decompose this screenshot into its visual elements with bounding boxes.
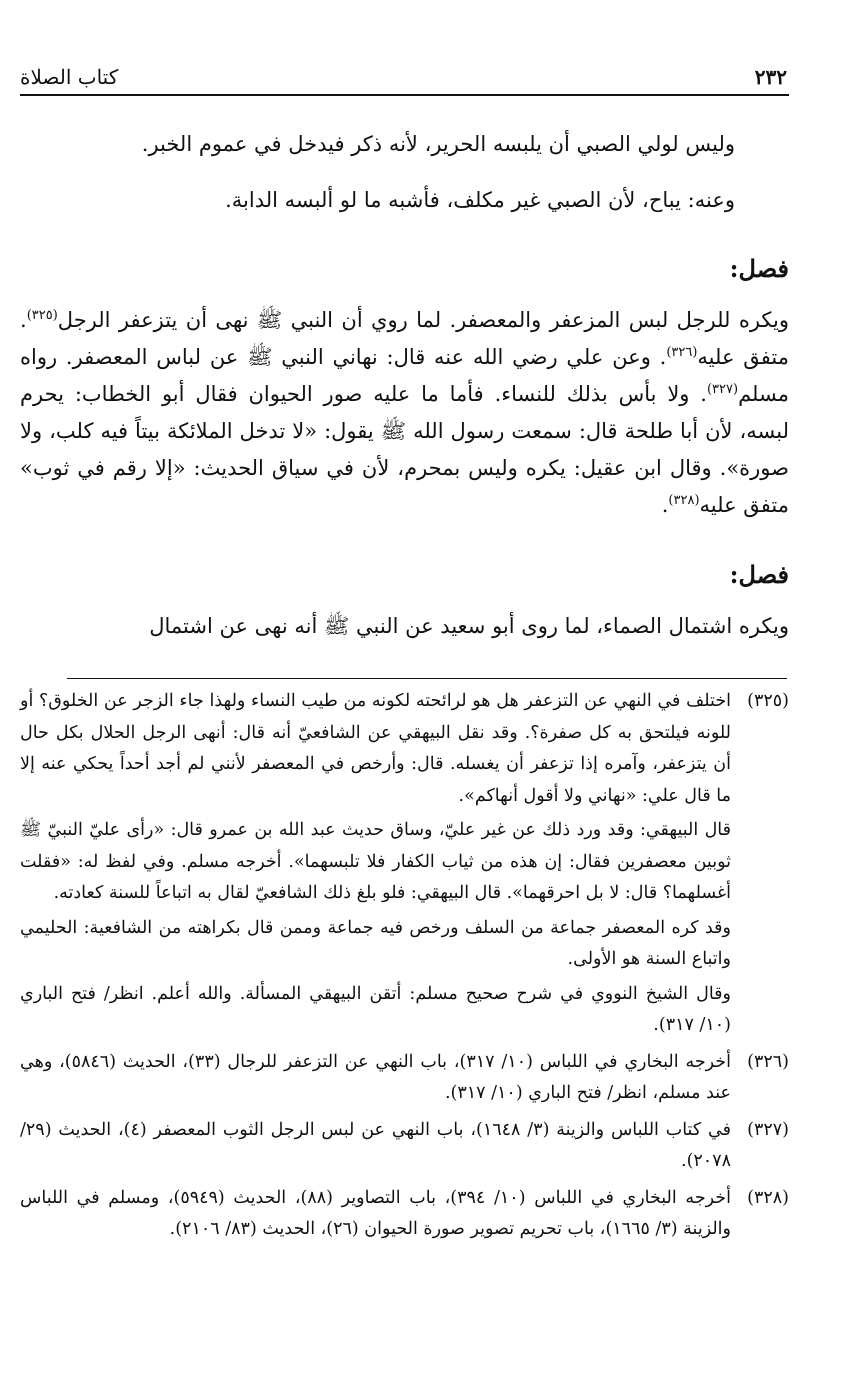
footnote-326 — [20, 1047, 789, 1113]
footnote-number: (٣٢٨) — [747, 1187, 789, 1208]
footnote-rule — [67, 678, 787, 679]
paragraph-4: ويكره اشتمال الصماء، لما روى أبو سعيد عن النبي ﷺ أنه نهى عن اشتمال — [149, 614, 789, 638]
paragraph-3-text-4: . ولا بأس بذلك للنساء. فأما ما عليه صور الحيوان فقال أبو الخطاب: يحرم لبسه، لأن أبا طلحة قال: سمعت رسول الله ﷺ يقول: «لا تدخل الملائكة بيتاً فيه كلب، ولا صورة». وقال ابن عقيل: يكره وليس بمحرم، لأن في سياق الحديث: «إلا رقم في ثوب» متفق عليه — [20, 382, 789, 517]
footnote-ref-328[interactable]: (٣٢٨) — [668, 493, 700, 508]
footnote-ref-326[interactable]: (٣٢٦) — [666, 345, 698, 360]
footnote-ref-327[interactable]: (٣٢٧) — [706, 382, 739, 397]
footnote-paragraph: قال البيهقي: وقد ورد ذلك عن غير عليّ، وساق حديث عبد الله بن عمرو قال: «رأى عليّ النبيّ ﷺ ثوبين معصفرين فقال: إن هذه من ثياب الكفار فلا تلبسهما». أخرجه مسلم. وفي لفظ له: «فقلت أغسلهما؟ قال: لا بل احرقهما». قال البيهقي: فلو بلغ ذلك الشافعيّ لقال به اتباعاً للسنة كعادته. — [20, 820, 731, 903]
paragraph-3-text-5: . — [661, 493, 669, 517]
footnote-body — [20, 1047, 731, 1113]
header-rule — [20, 94, 789, 96]
paragraph-1: وليس لولي الصبي أن يلبسه الحرير، لأنه ذكر فيدخل في عموم الخبر. — [141, 132, 735, 156]
footnote-body — [20, 1115, 731, 1181]
footnote-paragraph: اختلف في النهي عن التزعفر هل هو لرائحته لكونه من طيب النساء ولهذا جاء الزجر عن الخلوق؟ أو للونه فيلتحق به كل صفرة؟. وقد نقل البيهقي عن الشافعيّ أنه قال: أنهى الرجل الحلال بكل حال أن يتزعفر، وآمره إذا تزعفر أن يغسله. قال: وأرخص في المعصفر لأنني لم أجد أحداً يحكي عنه إلا ما قال علي: «نهاني ولا أقول أنهاكم». — [20, 691, 731, 806]
section-heading-1: فصل: — [729, 254, 789, 283]
paragraph-3 — [20, 302, 789, 524]
footnote-paragraph: أخرجه البخاري في اللباس (١٠/ ٣٩٤)، باب التصاوير (٨٨)، الحديث (٥٩٤٩)، ومسلم في اللباس والزينة (٣/ ١٦٦٥)، باب تحريم تصوير صورة الحيوان (٢٦)، الحديث (٨٣/ ٢١٠٦). — [20, 1187, 731, 1239]
footnote-number: (٣٢٧) — [747, 1119, 789, 1140]
footnote-328 — [20, 1183, 789, 1249]
footnote-ref-325[interactable]: (٣٢٥) — [26, 308, 58, 323]
footnote-327 — [20, 1115, 789, 1181]
footnote-paragraph: وقال الشيخ النووي في شرح صحيح مسلم: أتقن البيهقي المسألة. والله أعلم. انظر/ فتح الباري (١٠/ ٣١٧). — [20, 983, 731, 1035]
paragraph-2: وعنه: يباح، لأن الصبي غير مكلف، فأشبه ما لو ألبسه الدابة. — [225, 188, 735, 212]
footnotes — [20, 686, 789, 1251]
paragraph-3-text-1: ويكره للرجل لبس المزعفر والمعصفر. لما روي أن النبي ﷺ نهى أن يتزعفر الرجل — [57, 308, 789, 332]
footnote-325 — [20, 686, 789, 1045]
footnote-paragraph: في كتاب اللباس والزينة (٣/ ١٦٤٨)، باب النهي عن لبس الرجل الثوب المعصفر (٤)، الحديث (٢٩/ ٢٠٧٨). — [20, 1119, 731, 1171]
section-heading-2: فصل: — [729, 560, 789, 589]
footnote-paragraph: وقد كره المعصفر جماعة من السلف ورخص فيه جماعة وممن قال بكراهته من الشافعية: الحليمي واتباع السنة هو الأولى. — [20, 917, 731, 969]
paragraph-3-text-2: . متفق عليه — [20, 308, 790, 369]
footnote-number: (٣٢٥) — [747, 691, 789, 711]
footnote-body — [20, 1183, 731, 1249]
page-number: ٢٣٢ — [754, 65, 787, 89]
running-header — [20, 62, 787, 92]
footnote-number: (٣٢٦) — [747, 1051, 789, 1072]
paragraph-3-text-3: . وعن علي رضي الله عنه قال: نهاني النبي ﷺ عن لباس المعصفر. رواه مسلم — [20, 345, 789, 406]
footnote-body — [20, 686, 731, 1045]
book-title: كتاب الصلاة — [20, 65, 119, 89]
footnote-paragraph: أخرجه البخاري في اللباس (١٠/ ٣١٧)، باب النهي عن التزعفر للرجال (٣٣)، الحديث (٥٨٤٦)، وهي عند مسلم، انظر/ فتح الباري (١٠/ ٣١٧). — [20, 1051, 731, 1103]
